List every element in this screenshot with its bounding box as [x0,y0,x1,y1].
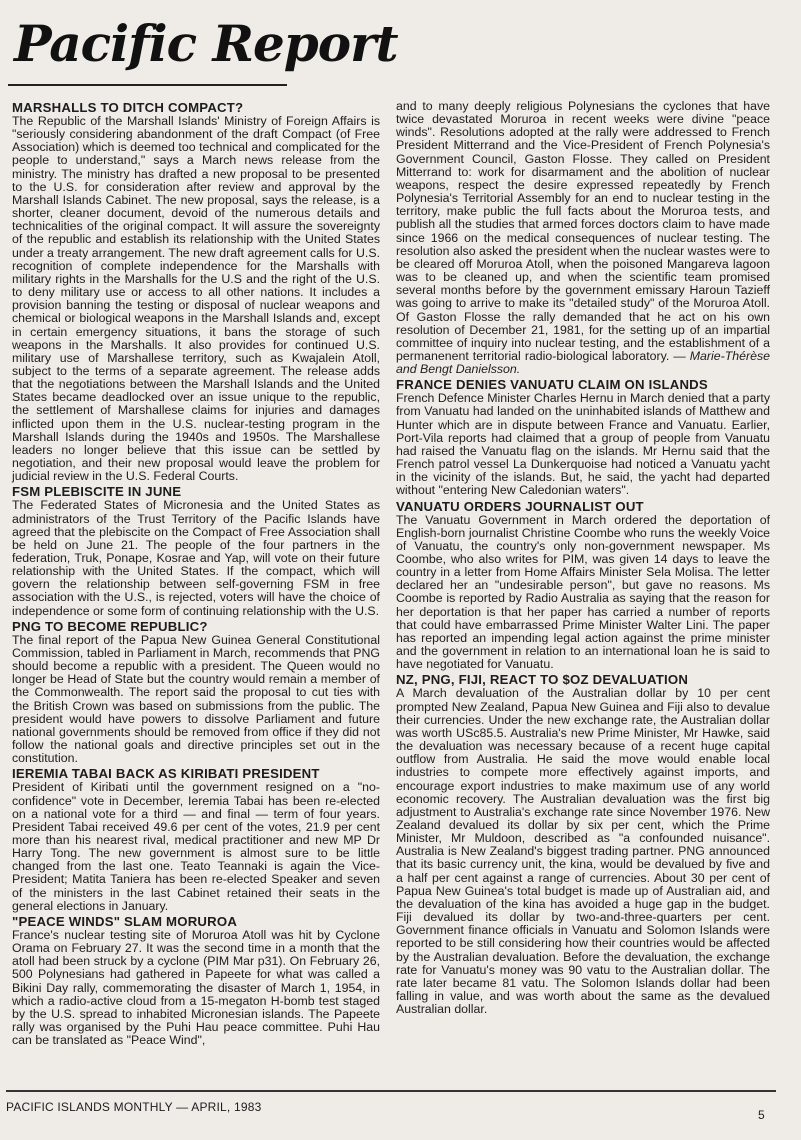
article-body [396,100,770,376]
bottom-rule [6,1090,776,1092]
article-heading: VANUATU ORDERS JOURNALIST OUT [396,498,644,514]
footer-publication: PACIFIC ISLANDS MONTHLY — APRIL, 1983 [6,1100,262,1114]
article-heading: FSM PLEBISCITE IN JUNE [12,484,182,500]
article-body: The Republic of the Marshall Islands' Ministry of Foreign Affairs is "seriously considering abandonment of the draft Compact (of Free Association) which is deemed too technical and complicated for the people to understand," says a March news release from the ministry. The ministry has drafted a new proposal to be presented to the U.S. for consideration after review and approval by the Marshall Islands Cabinet. The new proposal, says the release, is a shorter, cleaner document, devoid of the numerous details and technicalities of the original compact. It will assure the sovereignty of the republic and establish its relationship with the United States under a treaty arrangement. The new draft agreement calls for U.S. recognition of complete independence for the Marshalls with military rights in the Marshalls for the U.S and the right of the U.S. to deny military use or access to all other nations. It includes a provision banning the testing or disposal of nuclear weapons and chemical or biological weapons in the Marshall Islands and, except in certain emergency situations, it bans the storage of such weapons in the Marshalls. It also provides for continued U.S. military use of Marshallese territory, such as Kwajalein Atoll, subject to the terms of a separate agreement. The release adds that the negotiations between the Marshall Islands and the United States became deadlocked over an issue unique to the republic, the settlement of Marshallese claims for injuries and damages inflicted upon them in the U.S. nuclear-testing program in the Marshall Islands during the 1940s and 1950s. The Marshallese leaders no longer believe that this issue can be settled by negotiation, and their new proposal would leave the problem for judicial review in the U.S. Federal Courts. [12,114,380,484]
article-heading: PNG TO BECOME REPUBLIC? [12,618,208,634]
article-heading: IEREMIA TABAI BACK AS KIRIBATI PRESIDENT [12,766,320,782]
masthead [8,12,398,92]
left-column [12,100,380,1048]
article-body: The final report of the Papua New Guinea General Constitutional Commission, tabled in Parliament in March, recommends that PNG should become a republic with a president. The Queen would no longer be Head of State but the country would remain a member of the Commonwealth. The report said the proposal to cut ties with the British Crown was based on submissions from the public. The president would have powers to dissolve Parliament and future national governments should be removed from office if they did not follow the national goals and directive principles set out in the constitution. [12,632,380,766]
article-body: President of Kiribati until the government resigned on a "no-confidence" vote in December, Ieremia Tabai has been re-elected on a national vote for a third — and final — term of four years. President Tabai received 49.6 per cent of the votes, 21.9 per cent more than his nearest rival, medical practitioner and new MP Dr Harry Tong. The new government is almost sure to be little changed from the last one. Teato Teannaki is again the Vice-President; Matita Taniera has been re-elected Speaker and seven of the ministers in the last Cabinet retained their seats in the general elections in January. [12,780,380,913]
article-body: France's nuclear testing site of Moruroa Atoll was hit by Cyclone Orama on February 27. It was the second time in a month that the atoll had been struck by a cyclone (PIM Mar p31). On February 26, 500 Polynesians had gathered in Papeete for what was called a Bikini Day rally, commemorating the disaster of March 1, 1954, in which a radio-active cloud from a 15-megaton H-bomb test staged by the U.S. spread to inhabited Micronesian islands. The Papeete rally was organised by the Puhi Hau peace committee. Puhi Hau can be translated as "Peace Wind", [12,927,380,1048]
masthead-underline [8,84,287,86]
article-body: A March devaluation of the Australian dollar by 10 per cent prompted New Zealand, Papua New Guinea and Fiji also to devalue their currencies. Under the new exchange rate, the Australian dollar was worth USc85.5. Australia's new Prime Minister, Mr Hawke, said the devaluation was necessary because of a recent huge capital outflow from Australia. He said the move would enable local industries to compete more effectively against imports, and encourage export industries to make maximum use of any world economic recovery. The Australian devaluation was the first big adjustment to Australia's exchange rate since November 1976. New Zealand devalued its dollar by six per cent, which the Prime Minister, Mr Muldoon, described as "a confounded nuisance". Australia is New Zealand's biggest trading partner. PNG announced that its basic currency unit, the kina, would be devalued by five and a half per cent against a range of currencies. About 30 per cent of Papua New Guinea's total budget is made up of Australian aid, and the devaluation of the kina has avoided a huge gap in the budget. Fiji devalued its dollar by two-and-three-quarters per cent. Government finance officials in Vanuatu and Solomon Islands were reported to be still considering how their countries would be affected by the Australian devaluation. Before the devaluation, the exchange rate for Vanuatu's money was 90 vatu to the Australian dollar. The rate later became 81 vatu. The Solomon Islands dollar had been falling in value, and was worth about the same as the devalued Australian dollar. [396,686,770,1017]
article-heading: "PEACE WINDS" SLAM MORUROA [12,913,238,929]
article-body: The Federated States of Micronesia and the United States as administrators of the Trust Territory of the Pacific Islands have agreed that the plebiscite on the Compact of Free Association shall be held on June 21. The people of the four partners in the federation, Truk, Ponape, Kosrae and Yap, will vote on their future relationship with the United States. If the compact, which will govern the relationship between self-governing FSM in free association with the U.S., is rejected, voters will have the choice of independence or some form of continuing relationship with the U.S. [12,498,380,618]
article-body: The Vanuatu Government in March ordered the deportation of English-born journalist Christine Coombe who runs the weekly Voice of Vanuatu, the country's only non-government newspaper. Ms Coombe, who also writes for PIM, was given 14 days to leave the country in a letter from Home Affairs Minister Sela Molisa. The letter declared her an "undesirable person", but gave no reasons. Ms Coombe is reported by Radio Australia as saying that the reason for her deportation is that her paper has carried a number of reports that could have embarrassed Prime Minister Walter Lini. The paper has reported an impending legal action against the prime minister and the government in relation to an international loan he is said to have negotiated for Vanuatu. [396,512,770,672]
masthead-title: Pacific Report [14,14,398,73]
article-heading: NZ, PNG, FIJI, REACT TO $OZ DEVALUATION [396,672,689,688]
page-number: 5 [758,1108,765,1122]
article-heading: MARSHALLS TO DITCH COMPACT? [12,100,244,115]
right-column [396,100,770,1017]
article-body: French Defence Minister Charles Hernu in March denied that a party from Vanuatu had landed on the uninhabited islands of Matthew and Hunter which are in dispute between France and Vanuatu. Earlier, Port-Vila reports had claimed that a group of people from Vanuatu had raised the Vanuatu flag on the islands. Mr Hernu said that the French patrol vessel La Dunkerquoise had noticed a Vanuatu yacht in the vicinity of the islands. But, he said, the yacht had departed without "entering New Caledonian waters". [396,391,770,498]
article-byline: Marie-Thérèse and Bengt Danielsson. [396,348,770,377]
article-heading: FRANCE DENIES VANUATU CLAIM ON ISLANDS [396,377,708,393]
article-body-text: and to many deeply religious Polynesians the cyclones that have twice devastated Moruroa in recent weeks were divine "peace winds". Resolutions adopted at the rally were addressed to French President Mitterrand and the Vice-President of French Polynesia's Government Council, Gaston Flosse. They called on President Mitterrand to: work for disarmament and the abolition of nuclear weapons, respect the desire expressed repeatedly by French Polynesia's Territorial Assembly for an end to nuclear testing in the territory, make public the full facts about the Moruroa tests, and publish all the studies that armed forces doctors claim to have made since 1966 on the medical consequences of nuclear testing. The resolution also asked the president when the nuclear wastes were to be cleared off Moruroa Atoll, when the poisoned Mangareva lagoon was to be cleaned up, and when the scientific team promised several months before by the government emissary Haroun Tazieff was going to arrive to make its "detailed study" of the Moruroa Atoll. Of Gaston Flosse the rally demanded that he act on his own resolution of December 21, 1981, for the setting up of an impartial committee of inquiry into nuclear testing, and the establishment of a permanenent territorial radio-biological laboratory. — [396,99,770,363]
